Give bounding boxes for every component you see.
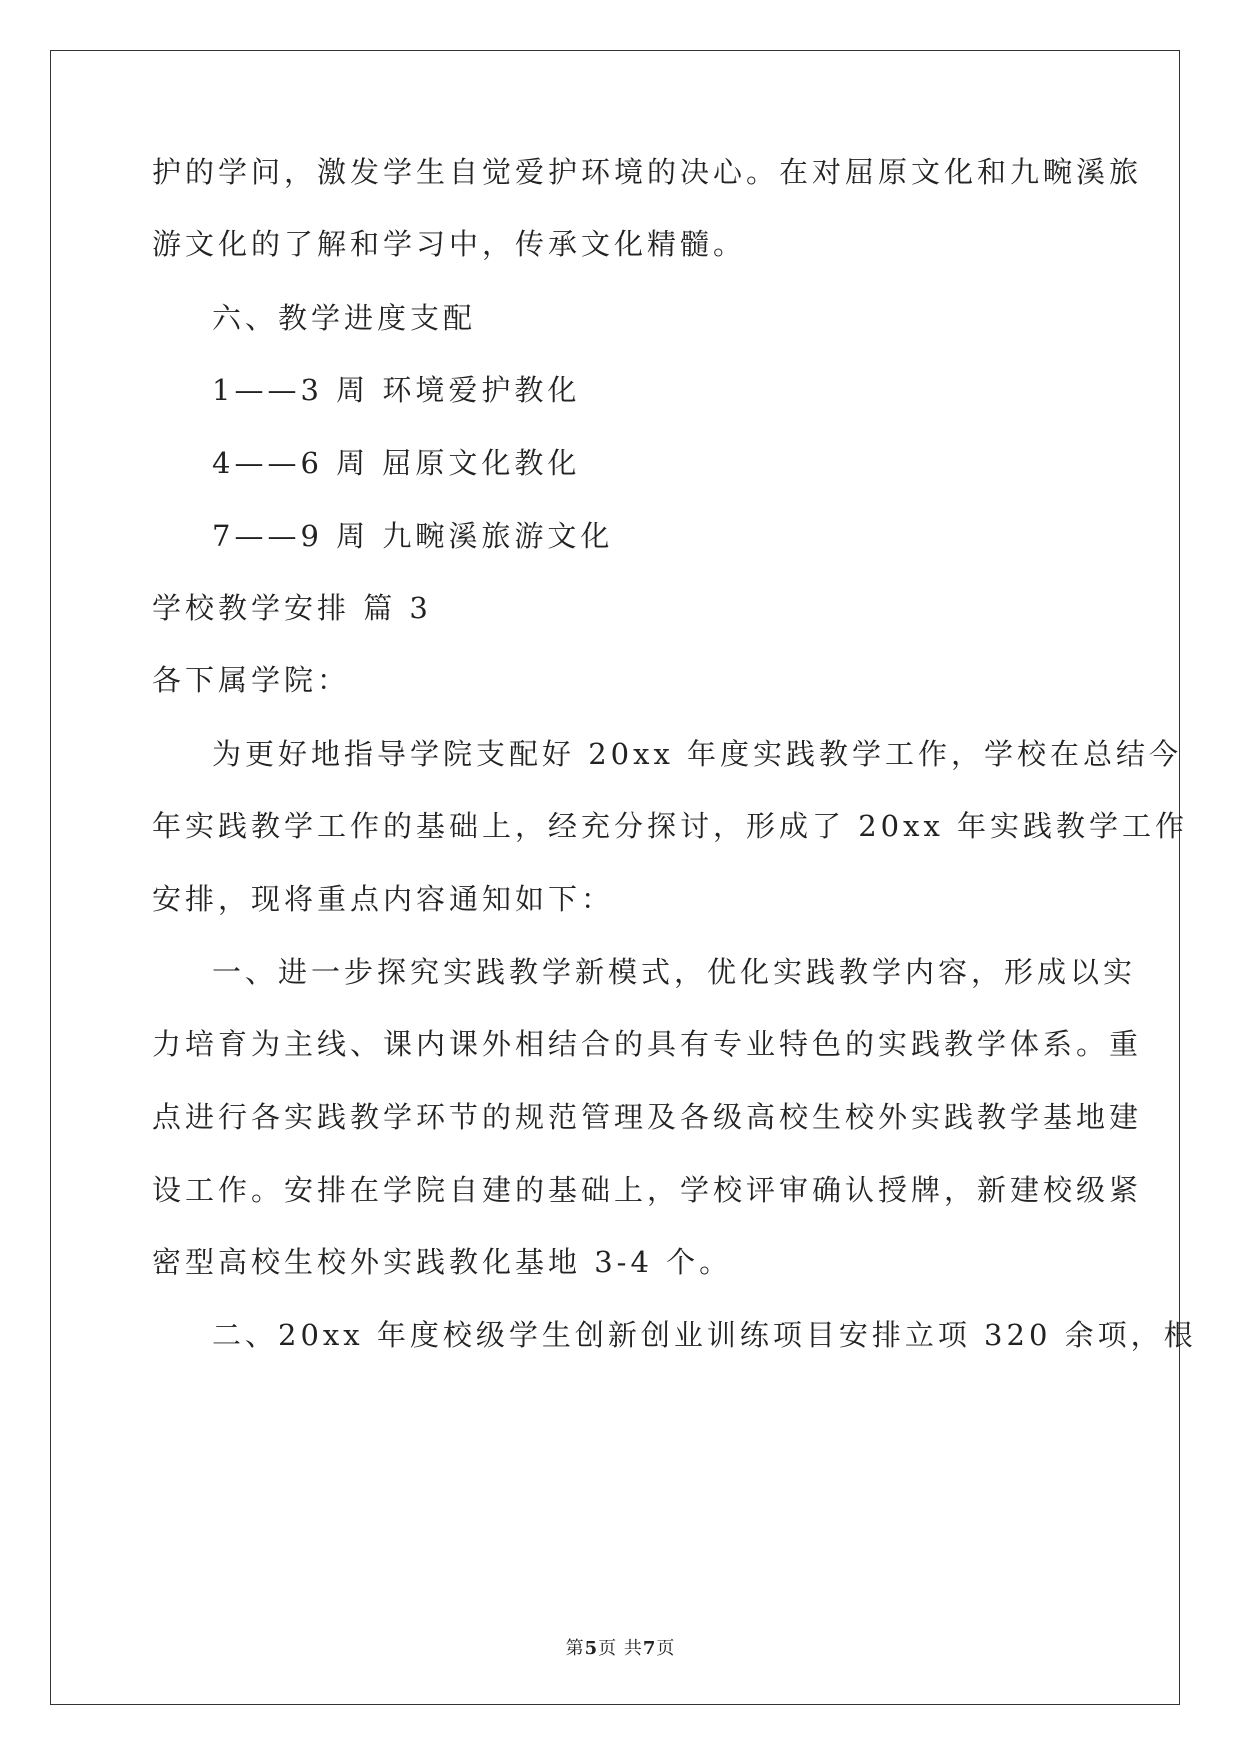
text-line: 为更好地指导学院支配好 20xx 年度实践教学工作，学校在总结今 (212, 737, 1183, 771)
page-number-footer (0, 1634, 1241, 1660)
schedule-item: 4——6 周 屈原文化教化 (212, 446, 581, 480)
footer-prefix: 第 (565, 1638, 585, 1659)
footer-suffix: 页 (656, 1638, 676, 1659)
footer-total-pages: 7 (642, 1638, 657, 1659)
text-line: 力培育为主线、课内课外相结合的具有专业特色的实践教学体系。重 (152, 1027, 1143, 1061)
salutation: 各下属学院： (152, 663, 351, 697)
text-line: 点进行各实践教学环节的规范管理及各级高校生校外实践教学基地建 (152, 1100, 1143, 1134)
text-line: 设工作。安排在学院自建的基础上，学校评审确认授牌，新建校级紧 (152, 1173, 1143, 1207)
schedule-item: 7——9 周 九畹溪旅游文化 (212, 519, 614, 553)
text-line: 二、20xx 年度校级学生创新创业训练项目安排立项 320 余项，根 (212, 1318, 1197, 1352)
text-line: 游文化的了解和学习中，传承文化精髓。 (152, 227, 747, 261)
text-line: 护的学问，激发学生自觉爱护环境的决心。在对屈原文化和九畹溪旅 (152, 155, 1143, 189)
section-heading: 六、教学进度支配 (212, 301, 477, 335)
footer-middle: 页 共 (598, 1638, 643, 1659)
text-line: 安排，现将重点内容通知如下： (152, 882, 615, 916)
text-line: 密型高校生校外实践教化基地 3-4 个。 (152, 1245, 733, 1279)
text-line: 年实践教学工作的基础上，经充分探讨，形成了 20xx 年实践教学工作 (152, 809, 1189, 843)
footer-current-page: 5 (584, 1638, 599, 1659)
text-line: 一、进一步探究实践教学新模式，优化实践教学内容，形成以实 (212, 955, 1137, 989)
article-title: 学校教学安排 篇 3 (152, 591, 432, 625)
schedule-item: 1——3 周 环境爱护教化 (212, 373, 581, 407)
